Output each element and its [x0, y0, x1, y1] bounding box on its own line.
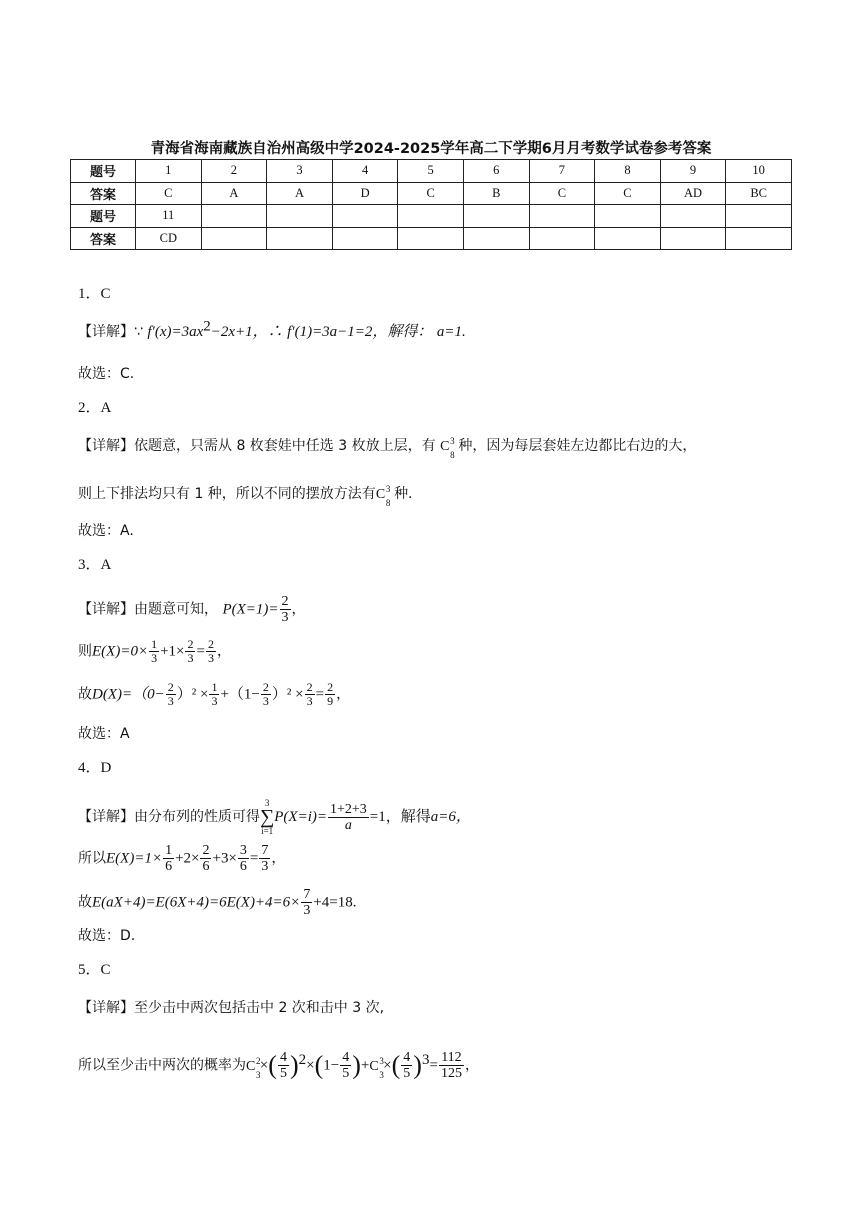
- q1-detail: 【详解】∵ $f'(x)=3ax^2-2x+1$，∴ f′(1)=3a−1=2，解得： a=1.: [78, 318, 466, 340]
- table-cell: AD: [660, 182, 726, 205]
- q4-choice: 故选：D.: [78, 928, 136, 944]
- table-cell: [463, 227, 529, 250]
- q5-combination-1: C 2 3: [246, 1055, 261, 1080]
- q2-combination: C 3 8: [440, 436, 455, 460]
- table-cell: 4: [332, 160, 398, 183]
- table-cell: [267, 205, 333, 228]
- q5-detail-line2: 所以至少击中两次的概率为C 2 3 ×( $\frac{4}{5}$ )$^2$×(1− $\frac{4}{5}$ )+C 3 3 ×( $\frac{4}{5}$ )$^3$= $\frac{112}{125}$ ，: [78, 1050, 479, 1081]
- q2-detail-line1: 【详解】依题意，只需从 8 枚套娃中任选 3 枚放上层，有 C 3 8 种，因为每层套娃左边都比右边的大，: [78, 436, 697, 460]
- answer-table: [70, 159, 792, 250]
- table-cell: [595, 227, 661, 250]
- q5-combination-2: C 3 3: [369, 1055, 384, 1080]
- q4-detail-line2: 所以E(X)=1× $\frac{1}{6}$ +2× $\frac{2}{6}$ +3× $\frac{3}{6}$ = $\frac{7}{3}$ ，: [78, 843, 286, 874]
- table-cell: C: [398, 182, 464, 205]
- table-cell: [595, 205, 661, 228]
- table-cell: [398, 227, 464, 250]
- table-cell: [201, 227, 267, 250]
- q4-detail-line1: 【详解】由分布列的性质可得 3 ∑ i=1 P(X=i)= $\frac{1+2+3}{a}$ =1，解得a=6，: [78, 798, 471, 836]
- table-cell: C: [529, 182, 595, 205]
- q3-choice: 故选：A: [78, 726, 130, 742]
- table-cell: BC: [726, 182, 792, 205]
- q1-eq1: f′(x)=3ax: [147, 324, 204, 340]
- q2-combination-2: C 3 8: [375, 484, 391, 508]
- table-cell: [529, 205, 595, 228]
- table-cell: [529, 227, 595, 250]
- table-row-answers-1: [71, 182, 792, 205]
- q5-heading: 5．C: [78, 962, 111, 978]
- table-cell: 6: [463, 160, 529, 183]
- table-cell: 5: [398, 160, 464, 183]
- q3-detail-line1: 【详解】由题意可知， P(X=1)= $\frac{2}{3}$ ，: [78, 594, 306, 625]
- page-title: 青海省海南藏族自治州高级中学2024-2025学年高二下学期6月月考数学试卷参考答案: [150, 141, 712, 157]
- table-cell: [726, 227, 792, 250]
- q1-eq3: a=1.: [436, 324, 466, 340]
- table-row-label: 题号: [71, 205, 136, 228]
- table-cell: C: [136, 182, 202, 205]
- table-cell: [463, 205, 529, 228]
- table-cell: 8: [595, 160, 661, 183]
- table-cell: 2: [201, 160, 267, 183]
- summation-symbol: 3 ∑ i=1: [260, 798, 275, 836]
- q1-choice: 故选：C.: [78, 366, 135, 382]
- q1-heading: 1．C: [78, 286, 111, 302]
- table-cell: 1: [136, 160, 202, 183]
- table-cell: 3: [267, 160, 333, 183]
- table-cell: [332, 205, 398, 228]
- q3-detail-line2: 则E(X)=0× $\frac{1}{3}$ +1× $\frac{2}{3}$ = $\frac{2}{3}$ ，: [78, 637, 231, 665]
- table-cell: CD: [136, 227, 202, 250]
- q2-choice: 故选：A.: [78, 523, 134, 539]
- q5-detail-line1: 【详解】至少击中两次包括击中 2 次和击中 3 次,: [78, 1000, 385, 1016]
- table-cell: [660, 205, 726, 228]
- q2-heading: 2．A: [78, 400, 112, 416]
- q1-eq2: f′(1)=3a−1=2，解得：: [287, 324, 433, 340]
- q4-heading: 4．D: [78, 760, 112, 776]
- table-cell: 11: [136, 205, 202, 228]
- table-row-label: 题号: [71, 160, 136, 183]
- table-cell: [332, 227, 398, 250]
- table-cell: D: [332, 182, 398, 205]
- table-cell: [726, 205, 792, 228]
- table-cell: [201, 205, 267, 228]
- table-cell: B: [463, 182, 529, 205]
- table-cell: 9: [660, 160, 726, 183]
- table-row-numbers-2: [71, 205, 792, 228]
- q4-detail-line3: 故E(aX+4)=E(6X+4)=6E(X)+4=6× $\frac{7}{3}$ +4=18.: [78, 887, 357, 918]
- q2-detail-line2: 则上下排法均只有 1 种，所以不同的摆放方法有C 3 8 种.: [78, 484, 413, 508]
- table-cell: A: [201, 182, 267, 205]
- table-row-numbers-1: [71, 160, 792, 183]
- table-cell: C: [595, 182, 661, 205]
- table-cell: [398, 205, 464, 228]
- table-row-label: 答案: [71, 182, 136, 205]
- q3-heading: 3．A: [78, 557, 112, 573]
- table-cell: [660, 227, 726, 250]
- table-cell: 10: [726, 160, 792, 183]
- table-cell: 7: [529, 160, 595, 183]
- table-cell: [267, 227, 333, 250]
- table-row-label: 答案: [71, 227, 136, 250]
- table-row-answers-2: [71, 227, 792, 250]
- table-cell: A: [267, 182, 333, 205]
- q3-detail-line3: 故D(X)=（0− $\frac{2}{3}$ ）² × $\frac{1}{3}$ +（1− $\frac{2}{3}$ ）² × $\frac{2}{3}$ = $\frac{2}{9}$ ，: [78, 680, 351, 708]
